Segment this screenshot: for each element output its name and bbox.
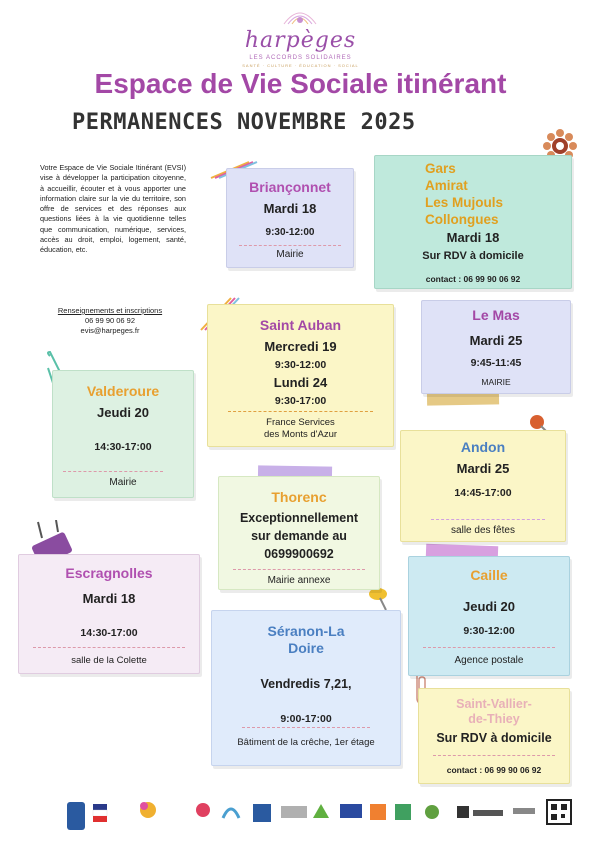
venue: Agence postale [454, 655, 524, 666]
venue: salle de la Colette [71, 655, 147, 666]
place-name: Saint Auban [259, 317, 342, 333]
time: 14:30-17:00 [94, 441, 152, 453]
partner-logos-icon [55, 796, 575, 836]
card-gars [374, 155, 572, 289]
divider [63, 471, 163, 472]
contact-email[interactable]: evis@harpeges.fr [80, 326, 140, 335]
venue: Bâtiment de la crêche, 1er étage [237, 737, 375, 748]
rdv: Sur RDV à domicile [436, 731, 552, 745]
time: 9:45-11:45 [470, 357, 522, 369]
divider [33, 647, 185, 648]
day: Mardi 25 [456, 461, 510, 476]
place-name: Caille [470, 567, 508, 583]
card-caille [408, 556, 570, 676]
intro-text: Votre Espace de Vie Sociale Itinérant (EVSI) vise à développer la participation citoyenne, à accueillir, écouter et à vous apporter une information claire sur la vie du territoire, son offre de services et des réponses aux questions liées à la vie quotidienne telles que communication, numérique, services, accès au droit, emploi, logement, santé, éducation, etc. [40, 163, 186, 255]
day: Jeudi 20 [96, 405, 150, 420]
day: Mardi 18 [446, 230, 500, 245]
place-name: Les Mujouls [425, 195, 504, 210]
divider [228, 411, 373, 412]
place-name: Collongues [425, 212, 499, 227]
logo-subtagline: SANTÉ · CULTURE · ÉDUCATION · SOCIAL [242, 63, 359, 68]
divider [233, 569, 365, 570]
day: Mardi 18 [263, 201, 317, 216]
place-name: Briançonnet [249, 179, 331, 195]
place-name: Doire [288, 640, 324, 656]
divider [242, 727, 370, 728]
page-title: Espace de Vie Sociale itinérant [94, 68, 507, 99]
venue: France Services [266, 417, 335, 428]
divider [239, 245, 341, 246]
day: Mardi 18 [82, 591, 136, 606]
venue: Mairie [276, 249, 304, 260]
place-name: Gars [425, 161, 456, 176]
place-names [419, 697, 569, 727]
logo-wordmark: harpèges [244, 28, 357, 53]
day: Lundi 24 [273, 375, 328, 390]
contact-heading: Renseignements et inscriptions [57, 306, 163, 315]
day: Mercredi 19 [264, 339, 337, 354]
place-name: Escragnolles [65, 565, 153, 581]
card-saint-auban [207, 304, 394, 447]
day: Vendredis 7,21, [260, 677, 352, 691]
place-names [425, 160, 503, 228]
card-saint-vallier [418, 688, 570, 784]
day: Mardi 25 [469, 333, 523, 348]
venue: Mairie [109, 477, 137, 488]
time: 14:45-17:00 [454, 487, 512, 499]
place-name: de-Thiey [468, 712, 520, 726]
time: 9:30-12:00 [463, 625, 515, 637]
logo-tagline: LES ACCORDS SOLIDAIRES [249, 55, 352, 61]
place-name: Valderoure [86, 383, 160, 399]
card-seranon [211, 610, 401, 766]
place-name: Thorenc [271, 489, 327, 505]
card-valderoure [52, 370, 194, 498]
note: sur demande au [251, 529, 347, 543]
contact-phone: 06 99 90 06 92 [84, 316, 136, 325]
place-name: Amirat [425, 178, 468, 193]
contact: contact : 06 99 90 06 92 [425, 274, 521, 284]
partner-logos [55, 796, 575, 836]
time: 9:30-12:00 [274, 359, 327, 371]
venue: MAIRIE [481, 377, 511, 387]
venue: Mairie annexe [267, 575, 331, 586]
card-thorenc [218, 476, 380, 590]
place-name: Séranon-La [267, 623, 345, 639]
card-le-mas [421, 300, 571, 394]
place-name: Saint-Vallier- [456, 697, 532, 711]
venue: des Monts d'Azur [263, 429, 338, 440]
venue: salle des fêtes [451, 525, 515, 536]
time: 9:30-12:00 [265, 227, 315, 238]
note: Exceptionnellement [239, 511, 359, 525]
place-name: Le Mas [472, 307, 520, 323]
day: Jeudi 20 [462, 599, 516, 614]
time: 9:00-17:00 [280, 713, 332, 725]
harpeges-logo-icon [282, 6, 318, 26]
phone: 0699900692 [264, 547, 334, 561]
place-name: Andon [460, 439, 506, 455]
card-escragnolles [18, 554, 200, 674]
divider [431, 519, 545, 520]
time: 9:30-17:00 [274, 395, 327, 407]
contact-block [40, 306, 180, 336]
rdv: Sur RDV à domicile [422, 250, 524, 262]
time: 14:30-17:00 [80, 627, 138, 639]
card-andon [400, 430, 566, 542]
contact: contact : 06 99 90 06 92 [446, 765, 542, 775]
divider [423, 647, 555, 648]
card-brianconnet [226, 168, 354, 268]
place-names [212, 623, 400, 657]
divider [433, 755, 555, 756]
page-subtitle: PERMANENCES NOVEMBRE 2025 [72, 110, 416, 135]
